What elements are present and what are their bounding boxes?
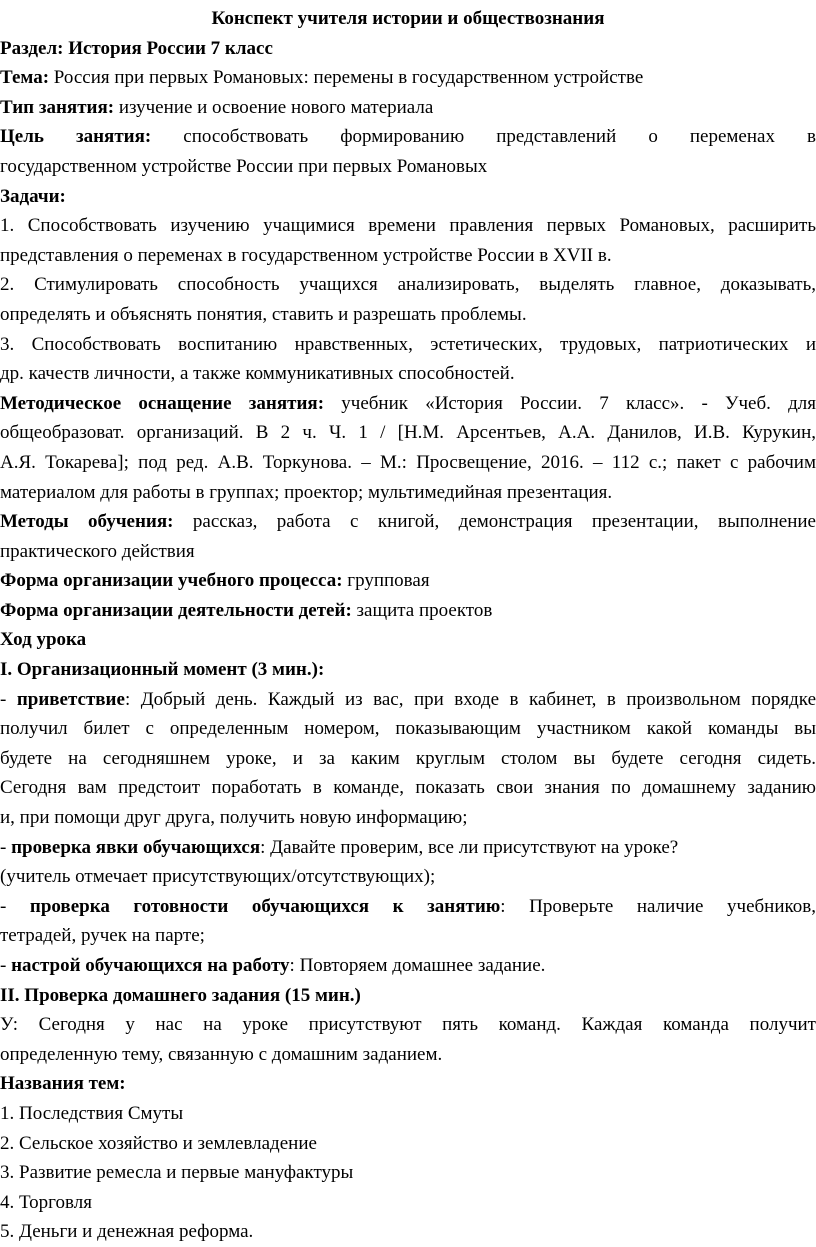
greeting-line-3: будете на сегодняшнем уроке, и за каким круглым столом вы будете сегодня сидеть. [0, 747, 816, 769]
mood-label: настрой обучающихся на работу [11, 955, 290, 976]
lesson-type-field [0, 93, 816, 123]
attendance-dash: - [0, 836, 12, 858]
equipment-line-1 [0, 389, 816, 419]
goal-line-2: государственном устройстве России при первых Романовых [0, 155, 488, 177]
activity-form-value: защита проектов [356, 599, 493, 621]
lesson-flow-heading [0, 625, 816, 655]
topic-item: 3. Развитие ремесла и первые мануфактуры [0, 1162, 354, 1184]
topic-item: 2. Сельское хозяйство и землевладение [0, 1132, 317, 1154]
goal-text-1: способствовать формированию представлений о переменах в [183, 126, 816, 148]
topic-value: Россия при первых Романовых: перемены в государственном устройстве [53, 67, 644, 89]
readiness-line-2: тетрадей, ручек на парте; [0, 925, 205, 947]
readiness-line-1 [0, 892, 816, 922]
section-field [0, 34, 816, 64]
topic-item: 1. Последствия Смуты [0, 1102, 184, 1124]
process-form-field [0, 566, 816, 596]
attendance-label: проверка явки обучающихся [11, 836, 261, 858]
activity-form-field [0, 596, 816, 626]
task-2-line-2: определять и объяснять понятия, ставить и разрешать проблемы. [0, 303, 527, 325]
equipment-label: Методическое оснащение занятия: [0, 392, 325, 414]
topics-heading [0, 1069, 816, 1099]
readiness-label: проверка готовности обучающихся к занятию [29, 895, 501, 917]
process-form-value: групповая [347, 570, 430, 592]
mood-dash: - [0, 955, 12, 976]
topic-item: 4. Торговля [0, 1191, 92, 1213]
methods-text-1: рассказ, работа с книгой, демонстрация презентации, выполнение [192, 511, 816, 533]
tasks-label: Задачи: [0, 185, 66, 207]
mood-line [0, 951, 816, 981]
task-3-line-1: 3. Способствовать воспитанию нравственных, эстетических, трудовых, патриотических и [0, 333, 816, 355]
equipment-line-4: материалом для работы в группах; проектор; мультимедийная презентация. [0, 481, 613, 503]
equipment-line-2: общеобразоват. организаций. В 2 ч. Ч. 1 / [Н.М. Арсентьев, А.А. Данилов, И.В. Курукин, [0, 422, 816, 444]
attendance-line [0, 833, 816, 863]
task-1-line-2: представления о переменах в государственном устройстве России в XVII в. [0, 244, 612, 266]
homework-line-2: определенную тему, связанную с домашним заданием. [0, 1043, 443, 1065]
equipment-line-3: А.Я. Токарева]; под ред. А.В. Торкунова. – М.: Просвещение, 2016. – 112 с.; пакет с рабочим [0, 451, 816, 473]
greeting-text-1: : Добрый день. Каждый из вас, при входе в кабинет, в произвольном порядке [124, 688, 816, 710]
readiness-dash: - [0, 895, 30, 917]
goal-label: Цель занятия: [0, 126, 152, 148]
readiness-text-1: : Проверьте наличие учебников, [500, 895, 816, 917]
org-moment-heading [0, 655, 816, 685]
activity-form-label: Форма организации деятельности детей: [0, 599, 352, 621]
homework-label: II. Проверка домашнего задания (15 мин.) [0, 984, 361, 1006]
process-form-label: Форма организации учебного процесса: [0, 570, 343, 592]
task-2-line-1: 2. Стимулировать способность учащихся анализировать, выделять главное, доказывать, [0, 274, 816, 296]
section-label: Раздел: [0, 37, 64, 59]
task-1-line-1: 1. Способствовать изучению учащимися времени правления первых Романовых, расширить [0, 215, 816, 237]
greeting-line-5: и, при помощи друг друга, получить новую информацию; [0, 807, 468, 829]
document-title: Конспект учителя истории и обществознания [211, 8, 605, 29]
org-moment-label: I. Организационный момент (3 мин.): [0, 659, 325, 681]
goal-line-1 [0, 122, 816, 152]
greeting-dash: - [0, 688, 17, 710]
topic-label: Тема: [0, 67, 50, 89]
equipment-text-1: учебник «История России. 7 класс». - Учеб. для [341, 392, 816, 414]
attendance-note: (учитель отмечает присутствующих/отсутствующих); [0, 866, 436, 888]
homework-heading [0, 981, 816, 1011]
greeting-label: приветствие [16, 688, 125, 710]
attendance-text: : Давайте проверим, все ли присутствуют на уроке? [260, 836, 679, 858]
tasks-heading [0, 182, 816, 212]
task-3-line-2: др. качеств личности, а также коммуникативных способностей. [0, 363, 515, 385]
lesson-type-value: изучение и освоение нового материала [118, 96, 434, 118]
methods-line-2: практического действия [0, 540, 195, 562]
topic-item: 5. Деньги и денежная реформа. [0, 1221, 254, 1243]
greeting-line-2: получил билет с определенным номером, показывающим участником какой команды вы [0, 718, 816, 740]
homework-line-1: У: Сегодня у нас на уроке присутствуют пять команд. Каждая команда получит [0, 1014, 816, 1036]
lesson-flow-label: Ход урока [0, 629, 87, 651]
greeting-line-1 [0, 685, 816, 715]
lesson-type-label: Тип занятия: [0, 96, 115, 118]
section-value: История России 7 класс [68, 37, 273, 59]
mood-text: : Повторяем домашнее задание. [289, 955, 546, 976]
topic-field [0, 63, 816, 93]
topics-label: Названия тем: [0, 1073, 126, 1095]
methods-label: Методы обучения: [0, 511, 174, 533]
methods-line-1 [0, 507, 816, 537]
greeting-line-4: Сегодня вам предстоит поработать в команде, показать свои знания по домашнему заданию [0, 777, 816, 799]
